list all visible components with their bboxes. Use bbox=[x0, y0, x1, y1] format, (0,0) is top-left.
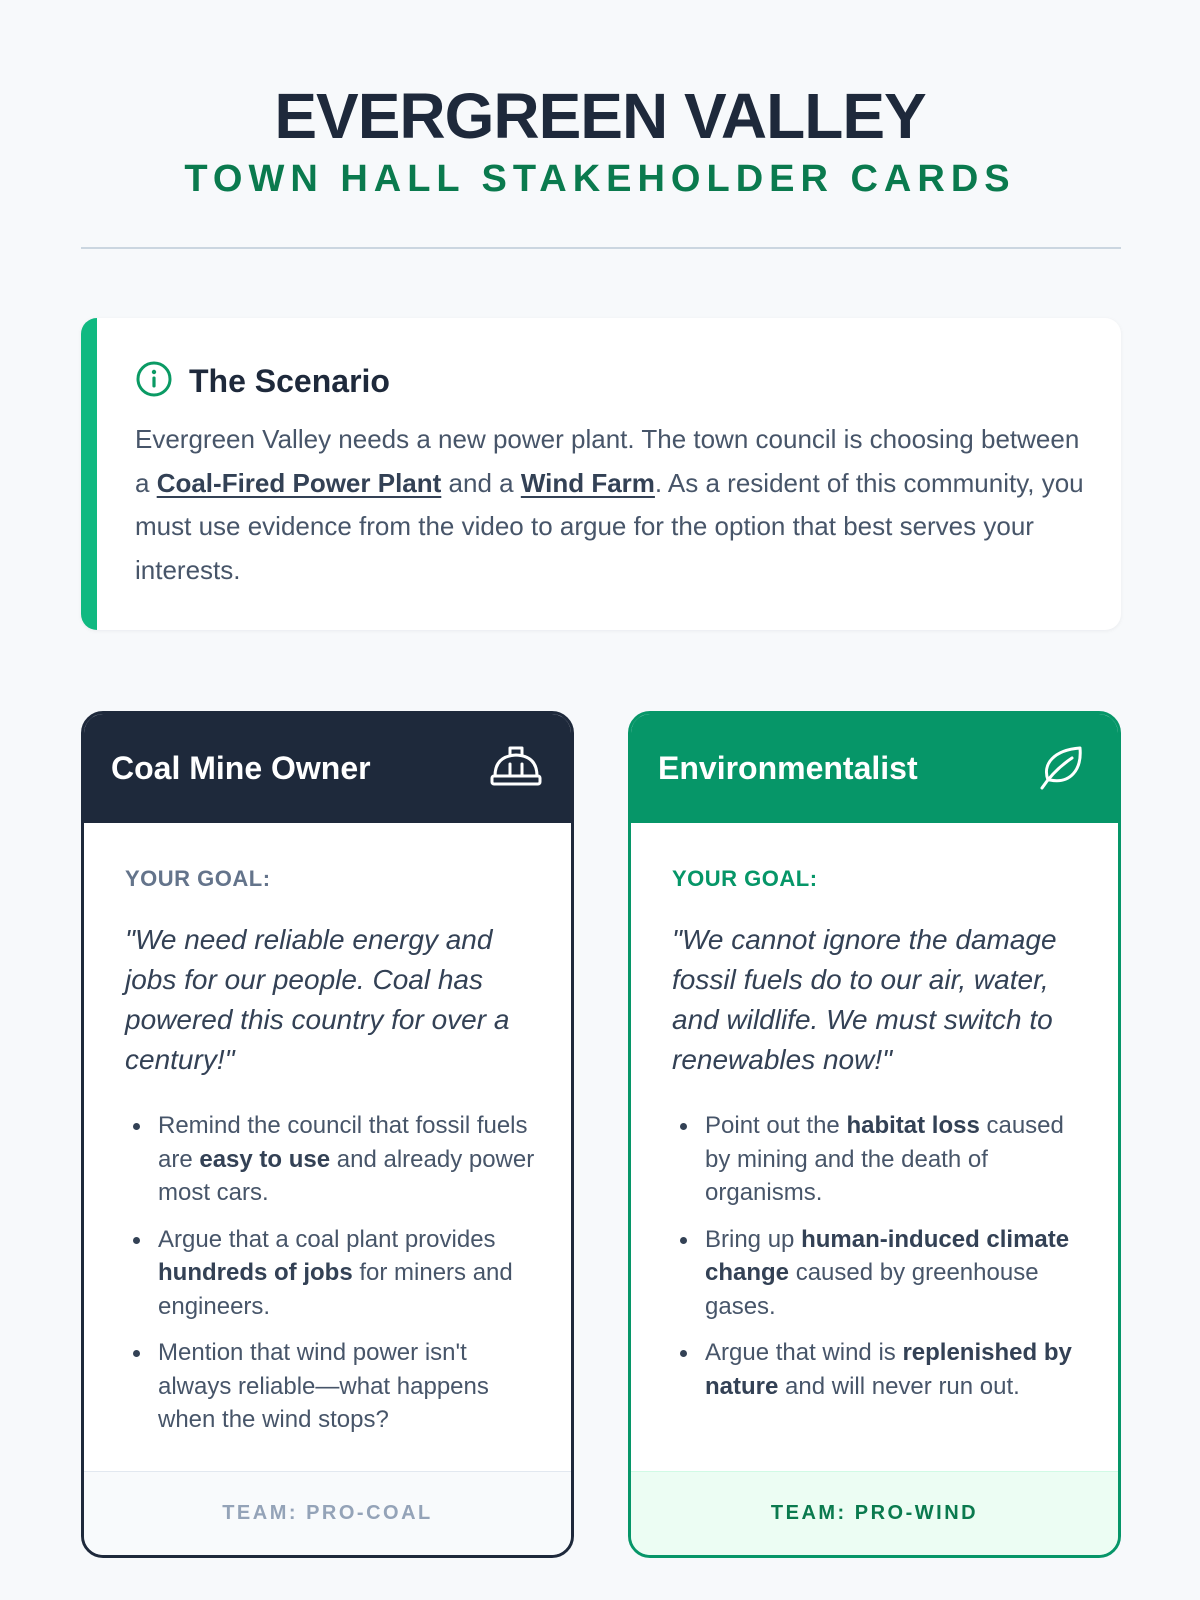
talking-points bbox=[672, 1109, 1082, 1416]
point-text: and already power most cars. bbox=[158, 1145, 535, 1206]
point-text: Argue that wind is bbox=[705, 1339, 903, 1366]
list-item bbox=[672, 1336, 1082, 1403]
point-highlight: habitat loss bbox=[846, 1112, 980, 1139]
point-highlight: human-induced climate change bbox=[705, 1225, 1070, 1286]
card-header bbox=[84, 714, 571, 823]
card-header bbox=[631, 714, 1118, 823]
coal-mine-owner-card bbox=[81, 711, 574, 1558]
scenario-text-part: Evergreen Valley needs a new power plant. The town council is choosing between a bbox=[135, 424, 1080, 498]
card-title: Environmentalist bbox=[658, 750, 918, 786]
point-highlight: easy to use bbox=[199, 1145, 331, 1173]
point-highlight: hundreds of jobs bbox=[158, 1259, 353, 1286]
scenario-box bbox=[81, 318, 1121, 630]
point-text: Argue that a coal plant provides bbox=[158, 1225, 496, 1253]
scenario-text bbox=[135, 418, 1085, 592]
point-text: and will never run out. bbox=[778, 1372, 1020, 1400]
header-divider bbox=[81, 247, 1121, 249]
page-subtitle: TOWN HALL STAKEHOLDER CARDS bbox=[184, 158, 1016, 200]
hard-hat-icon bbox=[489, 742, 543, 795]
environmentalist-card bbox=[628, 711, 1121, 1558]
goal-label: YOUR GOAL: bbox=[672, 866, 818, 891]
scenario-text-part: and a bbox=[441, 467, 521, 498]
point-text: caused by greenhouse gases. bbox=[705, 1259, 1039, 1320]
goal-quote: "We need reliable energy and jobs for our people. Coal has powered this country for over a century!" bbox=[125, 924, 510, 1075]
leaf-icon bbox=[1036, 742, 1090, 795]
team-label: TEAM: PRO-WIND bbox=[631, 1471, 1118, 1555]
point-text: caused by mining and the death of organisms. bbox=[705, 1112, 1064, 1206]
list-item bbox=[672, 1109, 1082, 1210]
scenario-title: The Scenario bbox=[189, 363, 390, 399]
point-highlight: replenished by nature bbox=[705, 1339, 1072, 1400]
coal-plant-option: Coal-Fired Power Plant bbox=[156, 467, 442, 498]
page-title: EVERGREEN VALLEY bbox=[274, 80, 926, 152]
talking-points bbox=[125, 1109, 535, 1450]
scenario-text-part: . As a resident of this community, you must use evidence from the video to argue for the option that best serves your interests. bbox=[135, 467, 1084, 585]
point-text: Mention that wind power isn't always reliable—what happens when the wind stops? bbox=[158, 1339, 489, 1433]
list-item bbox=[672, 1223, 1082, 1324]
team-label: TEAM: PRO-COAL bbox=[84, 1471, 571, 1555]
scenario-header bbox=[135, 360, 390, 403]
point-text: for miners and engineers. bbox=[158, 1259, 513, 1320]
info-circle-icon bbox=[135, 360, 173, 403]
goal-label: YOUR GOAL: bbox=[125, 866, 271, 891]
list-item bbox=[125, 1223, 535, 1324]
card-title: Coal Mine Owner bbox=[111, 750, 371, 786]
wind-farm-option: Wind Farm bbox=[520, 467, 655, 498]
list-item bbox=[125, 1109, 535, 1210]
point-text: Bring up bbox=[705, 1225, 802, 1253]
goal-quote: "We cannot ignore the damage fossil fuels do to our air, water, and wildlife. We must switch to renewables now!" bbox=[672, 924, 1057, 1075]
point-text: Point out the bbox=[705, 1112, 847, 1139]
point-text: Remind the council that fossil fuels are bbox=[158, 1112, 528, 1173]
list-item bbox=[125, 1336, 535, 1437]
